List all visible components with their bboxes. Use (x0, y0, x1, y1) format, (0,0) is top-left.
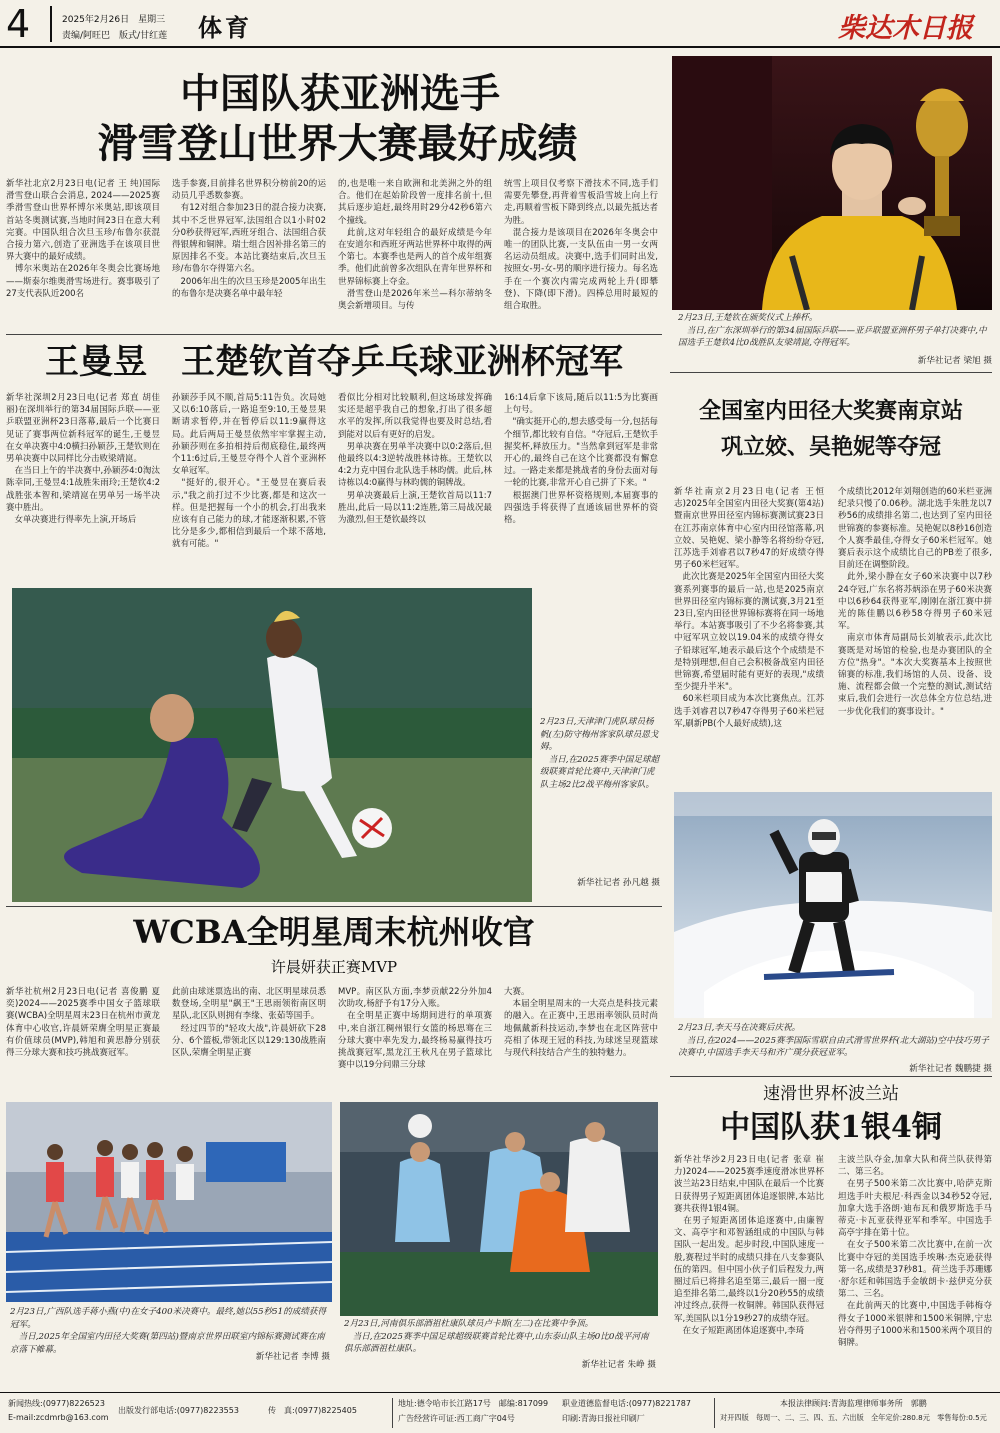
article4-col1: 新华社杭州2月23日电(记者 喜俊鹏 夏奕)2024——2025赛季中国女子篮球联赛(WCBA)全明星周末23日在杭州市黄龙体育中心收官,许晨妍荣膺全明星正赛最有价值球员(MVP),韩旭和黄思静分别获得三分球大赛和技巧挑战赛冠军。 (6, 987, 160, 1059)
divider-2 (6, 906, 662, 907)
page-editors: 责编/阿旺巴 版式/甘红莲 (62, 31, 168, 41)
photo1-credit: 新华社记者 梁旭 摄 (917, 356, 992, 366)
footer-fax: 传 真:(0977)8225405 (268, 1406, 357, 1415)
photo-jiang-xiaoyan-400m (6, 1102, 332, 1302)
footer-hotline: 新闻热线:(0977)8226523 (8, 1399, 105, 1408)
masthead-divider (50, 6, 52, 42)
article3-headline-line1: 全国室内田径大奖赛南京站 (698, 398, 963, 424)
page-number: 4 (6, 2, 31, 46)
article4-col2: 此前由球迷票选出的南、北区明星球员悉数登场,全明星"飙王"王思雨领衔南区明星队,北区队则拥有李缘、张茹等国手。 经过四节的"轻攻大战",许晨妍砍下28分、6个篮板,带领北区以129:130战胜南区队,荣膺全明星正赛 (172, 987, 326, 1059)
masthead (0, 0, 1000, 50)
article3-col2: 个成绩比2012年刘翔创造的60米栏亚洲纪录只慢了0.06秒。湖北选手朱胜龙以7秒56的成绩排名第二,也达到了室内田径世锦赛的参赛标准。吴艳妮以8秒16创造个人赛季最佳,夺得女子60米栏冠军。她赛后表示这个成绩比自己的PB差了很多,目前还在调整阶段。 此外,梁小静在女子60米决赛中以7秒24夺冠,广东名将苏炳添在男子60米决赛中以6秒64获得亚军,刚刚在浙江赛中拼光的陈佳鹏以6秒58夺得男子60米冠军。 南京市体育局副局长刘敏表示,此次比赛既是对场馆的检验,也是办赛团队的全方位"热身"。"本次大奖赛基本上按照世锦赛的标准,我们场馆的人员、设备、设施、流程都会做一个完整的测试,测试结束后,我们会进行一次总体全方位总结,进一步优化我们的赛事设计。" (838, 487, 992, 717)
photo5-credit: 新华社记者 朱峥 摄 (581, 1360, 656, 1370)
photo3-credit: 新华社记者 魏鹏捷 摄 (909, 1064, 992, 1074)
article5-col1: 新华社华沙2月23日电(记者 张章 崔力)2024——2025赛季速度滑冰世界杯波兰站23日结束,中国队在最后一个比赛日获得男子短距离团体追逐银牌,本站比赛共获得1银4铜。 在男子短距离团体追逐赛中,由廉智文、高亭宇和邓智涵组成的中国队与韩国队一起出发。起步时段,中国队速度一般,赛程过半时的成绩只排在八支参赛队伍的第四。但中国小伙子们后程发力,两圈过后已将排名追至第三,最后一圈一度追至排名第二,最终以1分20秒55的成绩冲过终点,获得一枚铜牌。韩国队获得冠军,美国队以1分19秒27的成绩夺冠。 在女子短距离团体追逐赛中,李琦 (674, 1155, 824, 1336)
article4-headline: WCBA全明星周末杭州收官 (133, 913, 535, 951)
divider-1 (6, 334, 662, 335)
article3-headline-line2: 巩立姣、吴艳妮等夺冠 (720, 434, 941, 460)
article2-col4: 16:14后拿下该局,随后以11:5为比赛画上句号。 "确实挺开心的,想去感受每一分,包括每个细节,都比较有自信。"夺冠后,王楚钦手握奖杯,释放压力。"当然拿到冠军是非常开心的,最终自己在这个比赛都没有懈怠过。一路走来都是挑战者的身份去面对每一轮的比赛,非常开心自己拼了下来。" 根据澳门世界杯资格规则,本届赛事的四强选手将获得了直通该届世界杯的资格。 (504, 393, 658, 526)
article1-headline-line1: 中国队获亚洲选手 (180, 70, 500, 117)
article5-col2: 主波兰队夺金,加拿大队和荷兰队获得第二、第三名。 在男子500米第二次比赛中,哈萨克斯坦选手叶夫根尼·科西金以34秒52夺冠,加拿大选手洛朗·迪布瓦和俄罗斯选手马蒂克·卡瓦亚获得亚军和季军。中国选手高亭宇排在第十位。 在女子500米第二次比赛中,在前一次比赛中夺冠的美国选手埃琳·杰克逊获得第一名,成绩是37秒81。荷兰选手苏珊娜·舒尔廷和韩国选手金敏朗卡·兹伊克分获第二、三名。 在此前两天的比赛中,中国选手韩梅夺得女子1000米银牌和1500米铜牌,宁忠岩夺得男子1000米和1500米两个项目的铜牌。 (838, 1155, 992, 1349)
photo-tianjin-football (12, 588, 532, 902)
photo5-caption: 2月23日,河南俱乐部酒祖杜康队球员卢卡斯(左二)在比赛中争顶。 当日,在2025赛季中国足球超级联赛首轮比赛中,山东泰山队主场0比0战平河南俱乐部酒祖杜康队。 (344, 1319, 649, 1354)
photo4-credit: 新华社记者 李博 摄 (255, 1352, 330, 1362)
footer-distribution: 出版发行部电话:(0977)8223553 (118, 1406, 239, 1415)
photo2-credit: 新华社记者 孙凡越 摄 (577, 878, 660, 888)
footer-divider-a (392, 1398, 393, 1428)
photo-wang-chuqin-trophy (672, 56, 992, 310)
article4-subheadline: 许晨妍获正赛MVP (270, 958, 398, 976)
photo-henan-football-header (340, 1102, 658, 1316)
footer-printer: 印刷:青海日报社印刷厂 (562, 1414, 645, 1423)
divider-right-2 (670, 1076, 992, 1077)
article1-headline-line2: 滑雪登山世界大赛最好成绩 (97, 120, 578, 167)
article2-headline: 王曼昱 王楚钦首夺乒乓球亚洲杯冠军 (45, 342, 623, 382)
photo4-caption: 2月23日,广西队选手蒋小燕(中)在女子400米决赛中。最终,她以55秒51的成绩获得冠军。 当日,2025年全国室内田径大奖赛(第四站)暨南京世界田联室内锦标赛测试赛在南京落下帷幕。 (10, 1307, 327, 1355)
footer-publish-days: 对开四版 每周一、二、三、四、五、六出版 全年定价:280.8元 零售每份:0.5元 (720, 1413, 987, 1422)
issue-date: 2025年2月26日 星期三 (62, 15, 166, 25)
photo-li-tianma-aerials (674, 792, 992, 1018)
newspaper-logo: 柴达木日报 (838, 13, 973, 44)
footer-legal: 本报法律顾问:青海监理律师事务所 郭鹏 (780, 1399, 927, 1408)
article1-col3: 的,也是唯一来自欧洲和北美洲之外的组合。他们在起始阶段曾一度排名前十,但其后逐步追赶,最终用时29分42秒6第六个撞线。 此前,这对年轻组合的最好成绩是今年在安道尔和西班牙两站世界杯中取得的两个第七。本赛季也是两人的首个成年组赛季。他们此前曾多次组队在青年世界杯和世界锦标赛上夺金。 滑雪登山是2026年米兰—科尔蒂纳冬奥会新增项目。与传 (338, 179, 492, 312)
article2-col3: 看似比分相对比较顺利,但这场球发挥确实还是超乎我自己的想象,打出了很多超水平的发挥,所以我觉得也要及时总结,看到能对以后有更好的启发。 男单决赛在男单半决赛中以0:2落后,但他最终以4:3逆转战胜林诗栋。王楚钦以4:2力克中国台北队选手林昀儒。此后,林诗栋以4:0赢得与林昀儒的铜牌战。 男单决赛最后上演,王楚钦首局以11:7胜出,此后一局以11:2连胜,第三局战况最为激烈,但王楚钦最终以 (338, 393, 492, 526)
footer-ad-license: 广告经营许可证:西工商广字04号 (398, 1414, 515, 1423)
article5-headline: 中国队获1银4铜 (720, 1110, 942, 1145)
article1-col2: 选手参赛,目前排名世界积分榜前20的运动员几乎悉数参赛。 有12对组合参加23日的混合接力决赛,其中不乏世界冠军,法国组合以1小时02分0秒获得冠军,西班牙组合、法国组合获得银牌和铜牌。瑞士组合因补排名第三的原因排名不变。本站比赛结束后,次旦玉珍/布鲁尔夺得第六名。 2006年出生的次旦玉珍是2005年出生的布鲁尔是决赛名单中最年轻 (172, 179, 326, 299)
article1-col1: 新华社北京2月23日电(记者 王 纯)国际滑雪登山联合会消息, 2024——2025赛季滑雪登山世界杯博尔米奥站,即该项目首站冬奥测试赛,当地时间23日在意大利完赛。中国队组合次旦玉珍/布鲁尔获混合接力第六,创造了亚洲选手在该项目世界大赛中的最好成绩。 博尔米奥站在2026年冬奥会比赛场地——斯泰尔维奥滑雪场进行。赛事吸引了27支代表队近200名 (6, 179, 160, 299)
photo1-caption: 2月23日,王楚钦在颁奖仪式上捧杯。 当日,在广东深圳举行的第34届国际乒联——亚乒联盟亚洲杯男子单打决赛中,中国选手王楚钦4比0战胜队友梁靖崑,夺得冠军。 (678, 313, 987, 348)
article3-col1: 新华社南京2月23日电(记者 王恒志)2025年全国室内田径大奖赛(第4站)暨南京世界田径室内锦标赛测试赛23日在江苏南京体育中心室内田径馆落幕,巩立姣、吴艳妮、梁小静等名将纷纷夺冠,江苏选手刘睿君以7秒47的好成绩夺得男子60米栏冠军。 此次比赛是2025年全国室内田径大奖赛系列赛事的最后一站,也是2025南京世界田径室内锦标赛的测试赛,3月21至23日,室内田径世界锦标赛将在同一场地举行。本站赛事吸引了不少名将参赛,其中冠军巩立姣以19.04米的成绩夺得女子铅球冠军,她表示最后这个个成绩是不是特别理想,但自己会积极备战室内田径世锦赛,希望届时能有更好的表现,"成绩至少提升半米"。 60米栏项目成为本次比赛焦点。江苏选手刘睿君以7秒47夺得男子60米栏冠军,刷新PB(个人最好成绩),这 (674, 487, 824, 729)
article4-col3: MVP。南区队方面,李梦贡献22分外加4次助攻,杨舒予有17分入账。 在全明星正赛中场期间进行的单项赛中,来自浙江稠州银行女篮的杨思骞在三分球大赛中率先发力,最终杨易赢得技巧挑战赛冠军,黑龙江王秋凡在男子篮球比赛中以19分问鼎三分球 (338, 987, 492, 1071)
article5-kicker: 速滑世界杯波兰站 (763, 1084, 899, 1104)
footer (0, 1396, 1000, 1432)
section-name: 体育 (198, 13, 252, 42)
article4-col4: 大赛。 本届全明星周末的一大亮点是科技元素的融入。在正赛中,王思雨率领队员时尚地佩戴新科技运动,李梦也在北区阵营中亮相了体现王冠的科技,为球迷呈现篮球与现代科技结合产生的独特魅力。 (504, 987, 658, 1059)
article2-col2: 孙颖莎手风不顺,首局5:11告负。次局她又以6:10落后,一路追至9:10,王曼昱果断请求暂停,并在暂停后以11:9赢得这局。此后两局王曼昱依然牢牢掌握主动,孙颖莎则在多拍相持后彻底稳住,最终两个11:6过后,王曼昱夺得个人首个亚洲杯女单冠军。 "挺好的,很开心。"王曼昱在赛后表示,"我之前打过不少比赛,都是和这次一样。但是把握每一个小的机会,打出我来应该有自己能力的球,才能逐渐积累,不管比分是多少,都相信到最后一个球不落地,就有可能。" (172, 393, 326, 550)
article1-col4: 统雪上项目仅考察下滑技术不同,选手们需要先攀登,再背着雪板沿雪坡上向上行走,再顺着雪板下降到终点,以最先抵达者为胜。 混合接力是该项目在2026年冬奥会中唯一的团队比赛,一支队伍由一男一女两名运动员组成。决赛中,选手们同时出发,按照女-男-女-男的顺序进行接力。每名选手在一个赛次内需完成两轮上升(即攀登)、下降(即下滑)。四棒总用时最短的组合取胜。 (504, 179, 658, 312)
photo2-caption: 2月23日,天津津门虎队球员杨帆(左)防守梅州客家队球员恩戈姆。 当日,在2025赛季中国足球超级联赛首轮比赛中,天津津门虎队主场2比2战平梅州客家队。 (540, 717, 660, 790)
footer-email: E-mail:zcdmrb@163.com (8, 1413, 109, 1422)
footer-production: 职业道德监督电话:(0977)8221787 (562, 1399, 691, 1408)
photo3-caption: 2月23日,李天马在决赛后庆祝。 当日,在2024——2025赛季国际雪联自由式滑雪世界杯(北大湖站)空中技巧男子决赛中,中国选手李天马和齐广璞分获冠亚军。 (678, 1023, 989, 1058)
divider-right-1 (670, 372, 992, 373)
article2-col1: 新华社深圳2月23日电(记者 郑直 胡佳丽)在深圳举行的第34届国际乒联——亚乒联盟亚洲杯23日落幕,最后一个比赛日见证了赛事两位新科冠军的诞生,王曼昱在女单决赛中4:0横扫孙颖莎,王楚钦则在男单决赛中以同样比分击败梁靖崑。 在当日上午的半决赛中,孙颖莎4:0淘汰陈幸同,王曼昱4:1战胜朱雨玲;王楚钦4:2战胜张本智和,梁靖崑在男单另一场半决赛中胜出。 女单决赛进行得率先上演,开场后 (6, 393, 160, 526)
masthead-rule (0, 46, 1000, 48)
footer-address: 地址:德令哈市长江路17号 邮编:817099 (398, 1399, 549, 1408)
footer-rule (0, 1392, 1000, 1393)
footer-divider-b (714, 1398, 715, 1428)
